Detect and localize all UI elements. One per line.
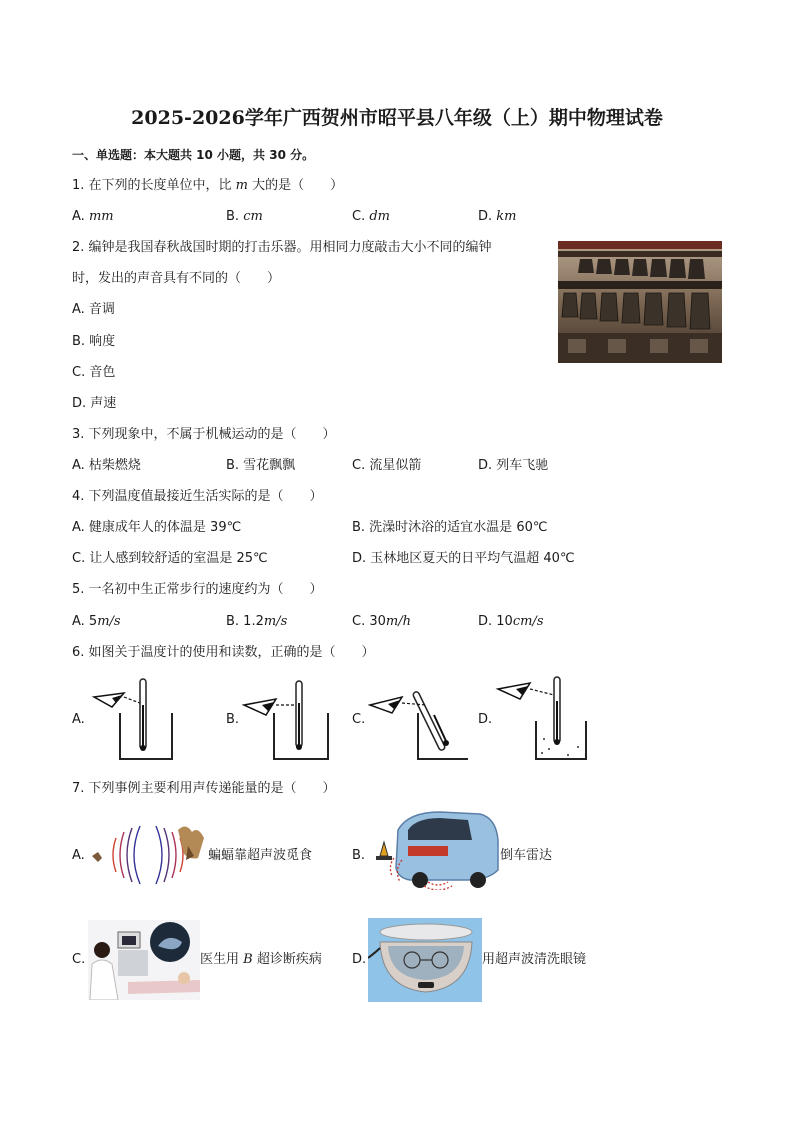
q6-option-a-label: A. xyxy=(72,712,85,727)
q5-option-d: D. 10cm/s xyxy=(478,614,544,629)
question-7-stem: 7. 下列事例主要利用声传递能量的是（ ） xyxy=(72,781,336,796)
q7-option-d-text: 用超声波清洗眼镜 xyxy=(482,952,587,967)
q2-option-d: D. 声速 xyxy=(72,396,117,411)
q4-option-b: B. 洗澡时沐浴的适宜水温是 60℃ xyxy=(352,520,548,535)
q5-option-a: A. 5m/s xyxy=(72,614,121,629)
question-2-stem-line1: 2. 编钟是我国春秋战国时期的打击乐器。用相同力度敲击大小不同的编钟 xyxy=(72,240,492,255)
q4-option-a: A. 健康成年人的体温是 39℃ xyxy=(72,520,242,535)
q2-option-a: A. 音调 xyxy=(72,302,115,317)
q7-option-c-text: 医生用 B 超诊断疾病 xyxy=(200,952,322,967)
page-title: 2025-2026学年广西贺州市昭平县八年级（上）期中物理试卷 xyxy=(131,107,663,129)
thermometer-diagram-c xyxy=(368,675,468,765)
bianzhong-photo xyxy=(558,241,722,363)
thermometer-diagram-a xyxy=(90,675,180,765)
q3-option-d: D. 列车飞驰 xyxy=(478,458,549,473)
q6-option-d-label: D. xyxy=(478,712,493,727)
bat-ultrasound-picture xyxy=(88,820,208,890)
q7-option-b-text: 倒车雷达 xyxy=(500,848,553,863)
q7-option-d-label: D. xyxy=(352,952,367,967)
q3-option-c: C. 流星似箭 xyxy=(352,458,422,473)
q2-option-c: C. 音色 xyxy=(72,365,116,380)
q3-option-a: A. 枯柴燃烧 xyxy=(72,458,141,473)
q7-option-b-label: B. xyxy=(352,848,366,863)
q5-option-b: B. 1.2m/s xyxy=(226,614,288,629)
question-2-stem-line2: 时，发出的声音具有不同的（ ） xyxy=(72,271,281,286)
q6-option-b-label: B. xyxy=(226,712,240,727)
thermometer-diagram-b xyxy=(240,675,340,765)
q1-option-c: C. dm xyxy=(352,209,390,224)
reversing-radar-car-picture xyxy=(368,810,500,890)
question-4-stem: 4. 下列温度值最接近生活实际的是（ ） xyxy=(72,489,323,504)
thermometer-diagram-d xyxy=(494,675,594,765)
question-6-stem: 6. 如图关于温度计的使用和读数，正确的是（ ） xyxy=(72,645,375,660)
q5-option-c: C. 30m/h xyxy=(352,614,411,629)
q4-option-d: D. 玉林地区夏天的日平均气温超 40℃ xyxy=(352,551,575,566)
section-header: 一、单选题：本大题共 10 小题，共 30 分。 xyxy=(72,148,315,162)
question-5-stem: 5. 一名初中生正常步行的速度约为（ ） xyxy=(72,582,323,597)
q2-option-b: B. 响度 xyxy=(72,334,116,349)
q1-option-a: A. mm xyxy=(72,209,114,224)
question-1-stem: 1. 在下列的长度单位中，比 m 大的是（ ） xyxy=(72,178,344,193)
q6-option-c-label: C. xyxy=(352,712,366,727)
ultrasonic-glasses-cleaner-picture xyxy=(368,918,482,1002)
q7-option-a-text: 蝙蝠靠超声波觅食 xyxy=(208,848,313,863)
doctor-b-ultrasound-picture xyxy=(88,920,200,1000)
question-3-stem: 3. 下列现象中，不属于机械运动的是（ ） xyxy=(72,427,336,442)
q1-option-b: B. cm xyxy=(226,209,263,224)
q4-option-c: C. 让人感到较舒适的室温是 25℃ xyxy=(72,551,268,566)
q3-option-b: B. 雪花飘飘 xyxy=(226,458,296,473)
q7-option-c-label: C. xyxy=(72,952,86,967)
q7-option-a-label: A. xyxy=(72,848,85,863)
q1-option-d: D. km xyxy=(478,209,517,224)
